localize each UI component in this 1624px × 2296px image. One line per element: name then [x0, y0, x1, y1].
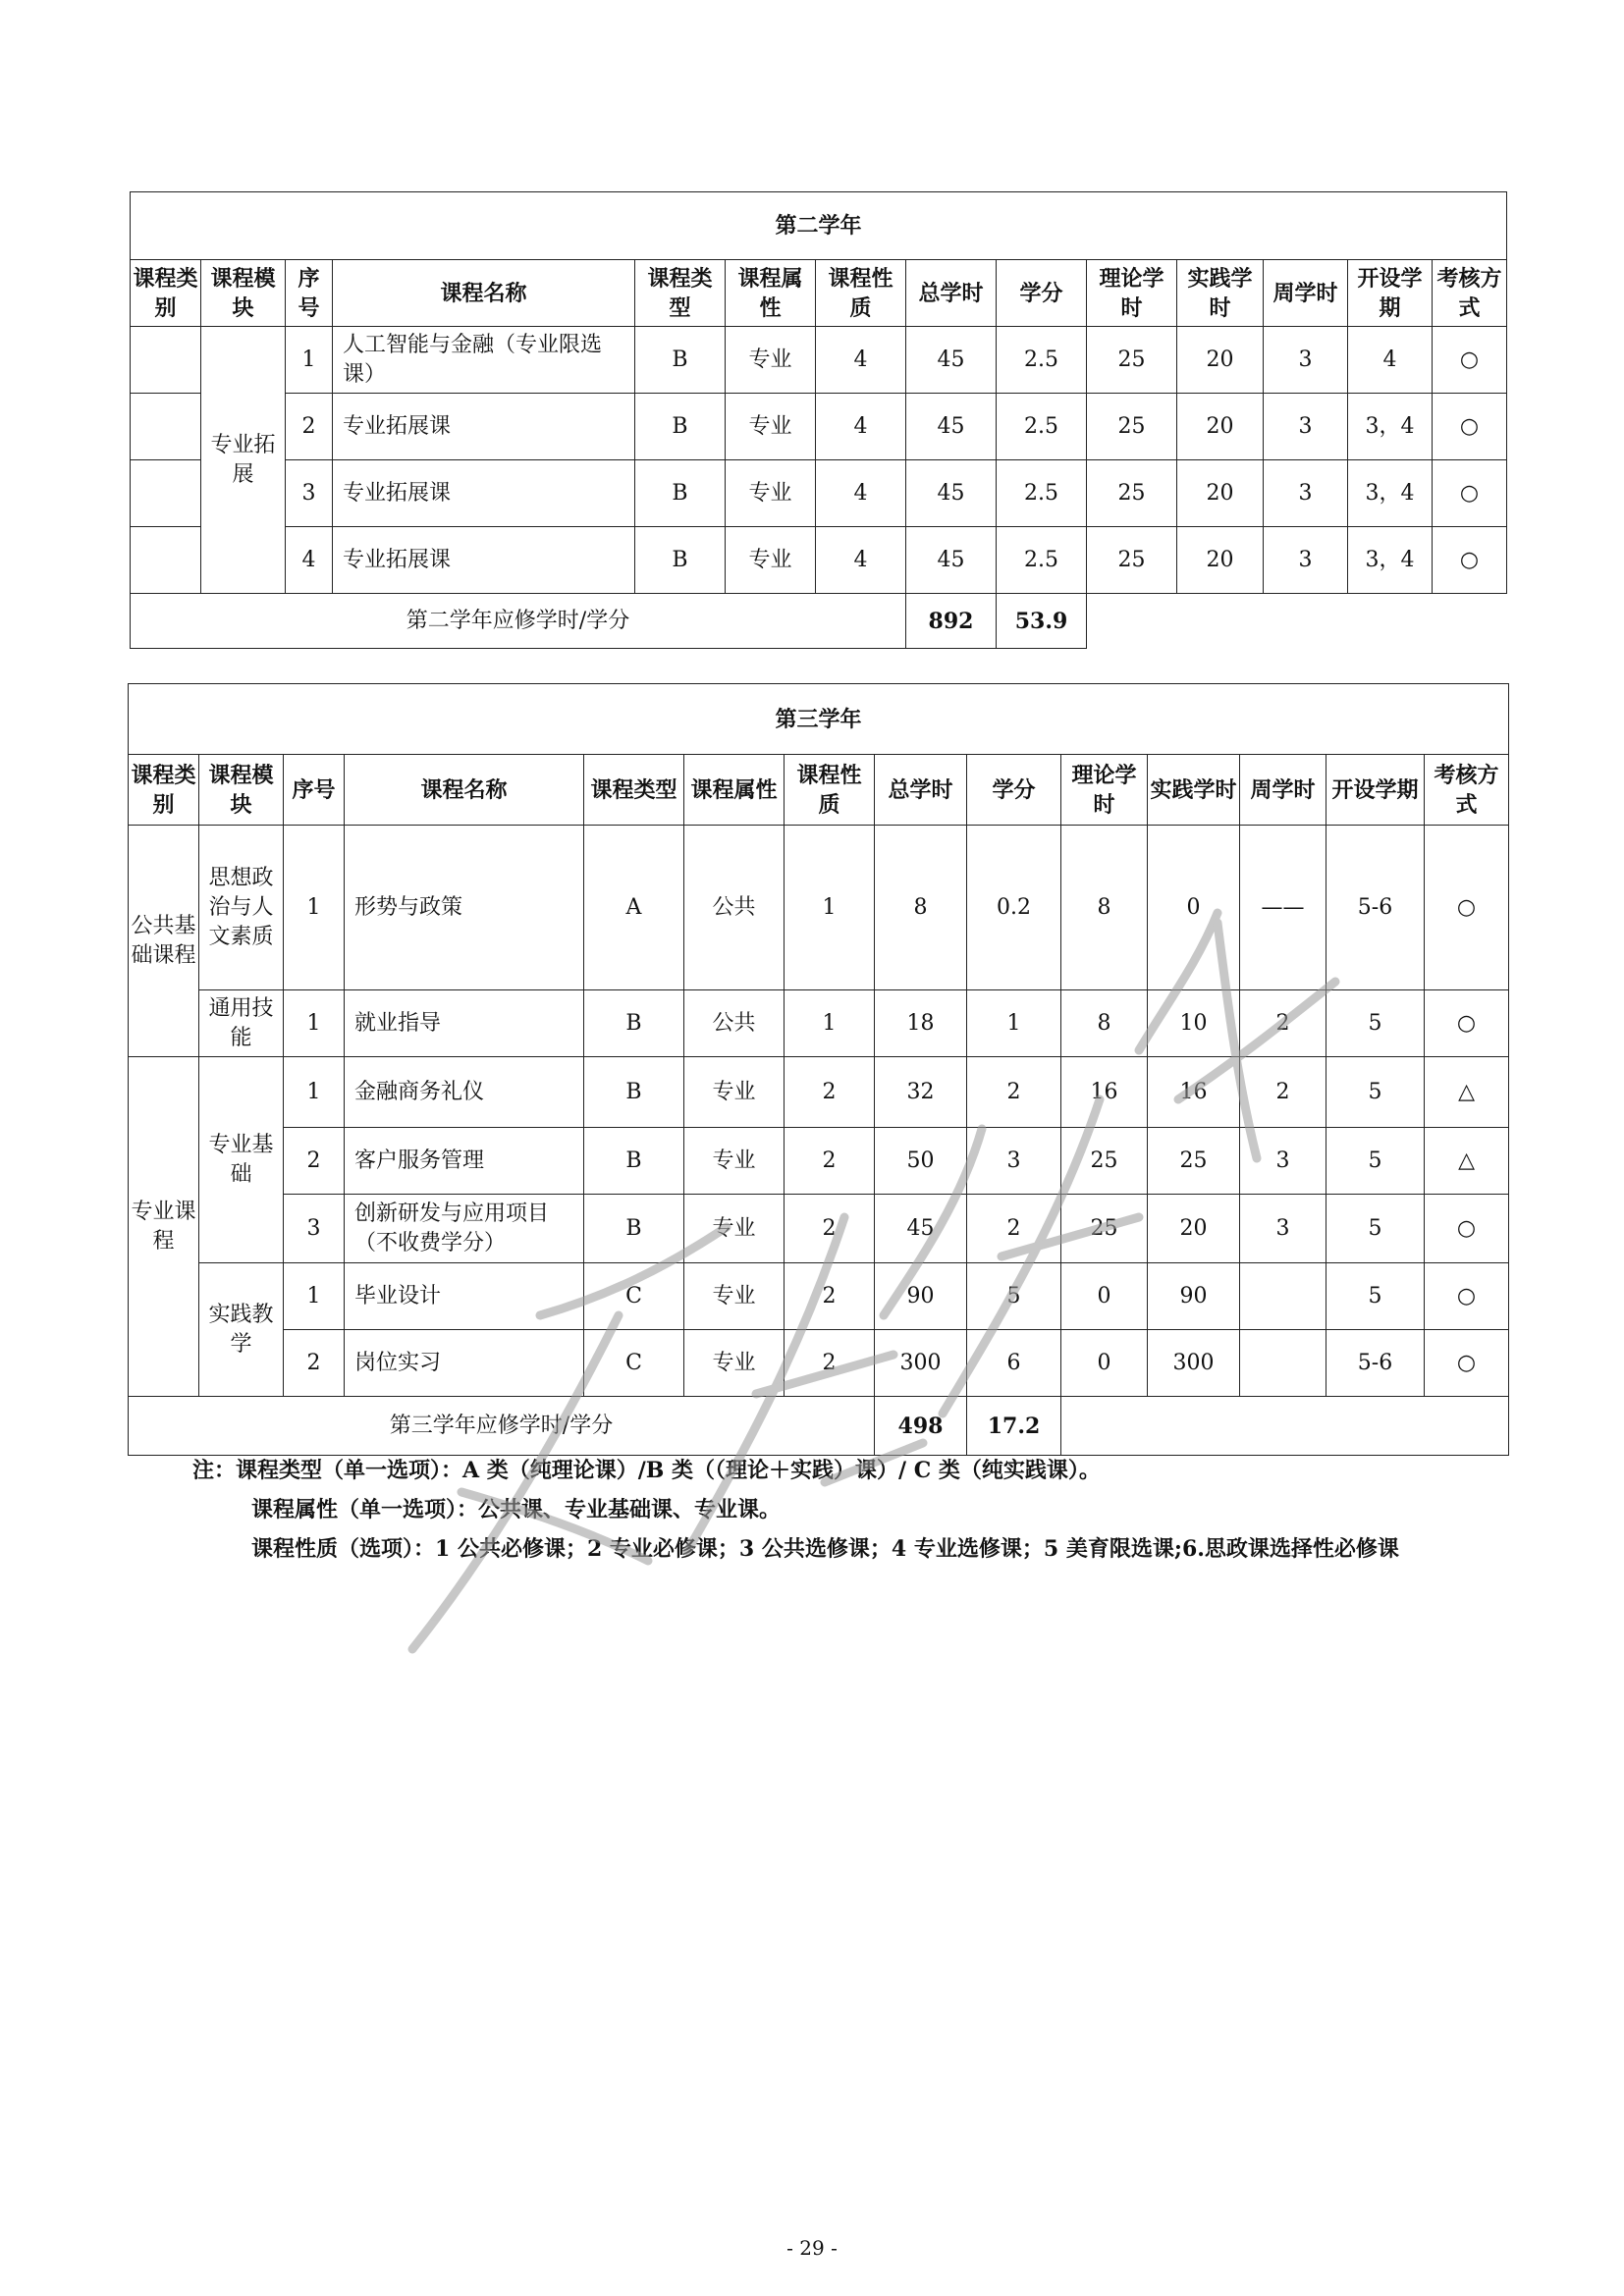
theory-cell: 0	[1061, 1263, 1148, 1330]
year3-title: 第三学年	[129, 684, 1509, 755]
practice-cell: 20	[1177, 394, 1264, 460]
attr-cell: 专业	[726, 460, 816, 527]
exam-symbol: ○	[1425, 1263, 1509, 1330]
type-cell: C	[584, 1263, 684, 1330]
header-cell: 课程性质	[816, 260, 906, 327]
weekly-cell: 2	[1240, 1057, 1326, 1128]
term-cell: 4	[1348, 327, 1433, 394]
header-cell: 序号	[286, 260, 333, 327]
term-cell: 3，4	[1348, 527, 1433, 594]
theory-cell: 25	[1061, 1195, 1148, 1263]
year3-course-table	[128, 683, 1509, 1456]
course-name-cell: 专业拓展课	[333, 394, 635, 460]
nature-cell: 2	[785, 1263, 875, 1330]
credit-cell: 2.5	[997, 327, 1087, 394]
year3-total-row	[129, 1397, 1509, 1456]
table-row	[129, 1330, 1509, 1397]
weekly-cell	[1240, 1330, 1326, 1397]
term-cell: 3，4	[1348, 394, 1433, 460]
term-cell: 5-6	[1326, 826, 1425, 990]
credit-cell: 2.5	[997, 527, 1087, 594]
weekly-cell: 3	[1240, 1128, 1326, 1195]
exam-symbol: ○	[1425, 1195, 1509, 1263]
credit-cell: 1	[967, 990, 1061, 1057]
seq-cell: 1	[284, 1057, 345, 1128]
table-row	[129, 826, 1509, 990]
table-row	[129, 1128, 1509, 1195]
theory-cell: 16	[1061, 1057, 1148, 1128]
year2-header-row	[131, 260, 1507, 327]
weekly-cell: 3	[1264, 327, 1348, 394]
course-name-cell: 专业拓展课	[333, 527, 635, 594]
theory-cell: 25	[1061, 1128, 1148, 1195]
exam-symbol: ○	[1425, 826, 1509, 990]
practice-cell: 10	[1148, 990, 1240, 1057]
type-cell: B	[584, 1195, 684, 1263]
hours-cell: 45	[906, 460, 997, 527]
theory-cell: 25	[1087, 394, 1177, 460]
header-cell: 课程类型	[584, 755, 684, 826]
year2-total-row	[131, 594, 1507, 649]
attr-cell: 专业	[684, 1263, 785, 1330]
table-notes	[192, 1451, 1489, 1569]
attr-cell: 专业	[684, 1195, 785, 1263]
type-cell: B	[584, 1057, 684, 1128]
header-cell: 总学时	[875, 755, 967, 826]
seq-cell: 2	[284, 1128, 345, 1195]
practice-cell: 25	[1148, 1128, 1240, 1195]
table-row	[131, 394, 1507, 460]
total-label: 第三学年应修学时/学分	[129, 1397, 875, 1456]
nature-cell: 1	[785, 826, 875, 990]
header-cell: 课程类别	[129, 755, 199, 826]
header-cell: 周学时	[1264, 260, 1348, 327]
term-cell: 5-6	[1326, 1330, 1425, 1397]
exam-symbol: ○	[1433, 527, 1507, 594]
credit-cell: 2	[967, 1195, 1061, 1263]
practice-cell: 20	[1177, 460, 1264, 527]
attr-cell: 专业	[684, 1128, 785, 1195]
table-row	[129, 990, 1509, 1057]
practice-cell: 0	[1148, 826, 1240, 990]
course-name-cell: 人工智能与金融（专业限选课）	[333, 327, 635, 394]
year2-course-table	[130, 191, 1507, 649]
attr-cell: 专业	[726, 327, 816, 394]
nature-cell: 4	[816, 527, 906, 594]
header-cell: 课程属性	[684, 755, 785, 826]
empty-cell	[1087, 594, 1507, 649]
type-cell: B	[635, 394, 726, 460]
attr-cell: 公共	[684, 990, 785, 1057]
theory-cell: 0	[1061, 1330, 1148, 1397]
theory-cell: 25	[1087, 460, 1177, 527]
hours-cell: 45	[906, 327, 997, 394]
hours-cell: 18	[875, 990, 967, 1057]
header-cell: 总学时	[906, 260, 997, 327]
category-cell	[131, 394, 201, 460]
hours-cell: 300	[875, 1330, 967, 1397]
nature-cell: 2	[785, 1128, 875, 1195]
exam-symbol: ○	[1425, 1330, 1509, 1397]
category-cell	[131, 327, 201, 394]
term-cell: 5	[1326, 1128, 1425, 1195]
total-hours: 892	[906, 594, 997, 649]
course-name-cell: 就业指导	[345, 990, 584, 1057]
header-cell: 学分	[967, 755, 1061, 826]
note-course-attribute: 课程属性（单一选项）：公共课、专业基础课、专业课。	[251, 1497, 782, 1522]
total-label: 第二学年应修学时/学分	[131, 594, 906, 649]
header-cell: 考核方式	[1433, 260, 1507, 327]
attr-cell: 专业	[684, 1057, 785, 1128]
hours-cell: 45	[906, 527, 997, 594]
module-cell: 专业基础	[199, 1057, 284, 1263]
attr-cell: 专业	[726, 527, 816, 594]
course-name-cell: 创新研发与应用项目（不收费学分）	[345, 1195, 584, 1263]
attr-cell: 公共	[684, 826, 785, 990]
exam-symbol: ○	[1433, 327, 1507, 394]
weekly-cell	[1240, 1263, 1326, 1330]
category-cell	[131, 527, 201, 594]
credit-cell: 3	[967, 1128, 1061, 1195]
practice-cell: 20	[1177, 527, 1264, 594]
module-cell: 思想政治与人文素质	[199, 826, 284, 990]
exam-symbol: △	[1425, 1128, 1509, 1195]
seq-cell: 2	[284, 1330, 345, 1397]
hours-cell: 45	[906, 394, 997, 460]
table-row	[129, 1195, 1509, 1263]
nature-cell: 2	[785, 1330, 875, 1397]
credit-cell: 6	[967, 1330, 1061, 1397]
theory-cell: 25	[1087, 527, 1177, 594]
type-cell: B	[635, 327, 726, 394]
nature-cell: 4	[816, 327, 906, 394]
practice-cell: 90	[1148, 1263, 1240, 1330]
page-number: - 29 -	[786, 2236, 838, 2260]
credit-cell: 2	[967, 1057, 1061, 1128]
nature-cell: 4	[816, 394, 906, 460]
type-cell: C	[584, 1330, 684, 1397]
total-hours: 498	[875, 1397, 967, 1456]
table-row	[131, 327, 1507, 394]
term-cell: 5	[1326, 1263, 1425, 1330]
category-cell: 公共基础课程	[129, 826, 199, 1057]
course-name-cell: 毕业设计	[345, 1263, 584, 1330]
practice-cell: 16	[1148, 1057, 1240, 1128]
seq-cell: 1	[284, 826, 345, 990]
weekly-cell: 2	[1240, 990, 1326, 1057]
practice-cell: 20	[1177, 327, 1264, 394]
table-row	[129, 1057, 1509, 1128]
exam-symbol: ○	[1425, 990, 1509, 1057]
category-cell	[131, 460, 201, 527]
attr-cell: 专业	[684, 1330, 785, 1397]
seq-cell: 1	[286, 327, 333, 394]
practice-cell: 20	[1148, 1195, 1240, 1263]
seq-cell: 1	[284, 990, 345, 1057]
theory-cell: 8	[1061, 990, 1148, 1057]
seq-cell: 4	[286, 527, 333, 594]
type-cell: B	[584, 990, 684, 1057]
hours-cell: 45	[875, 1195, 967, 1263]
type-cell: B	[584, 1128, 684, 1195]
header-cell: 开设学期	[1348, 260, 1433, 327]
weekly-cell: ——	[1240, 826, 1326, 990]
header-cell: 课程类型	[635, 260, 726, 327]
note-course-type: 注：课程类型（单一选项）：A 类（纯理论课）/B 类（（理论＋实践）课）/ C 类（纯实践课）。	[192, 1458, 1101, 1483]
theory-cell: 25	[1087, 327, 1177, 394]
seq-cell: 1	[284, 1263, 345, 1330]
term-cell: 5	[1326, 1057, 1425, 1128]
table-row	[131, 460, 1507, 527]
total-credit: 53.9	[997, 594, 1087, 649]
nature-cell: 1	[785, 990, 875, 1057]
header-cell: 开设学期	[1326, 755, 1425, 826]
nature-cell: 2	[785, 1057, 875, 1128]
module-cell: 通用技能	[199, 990, 284, 1057]
empty-cell	[1061, 1397, 1509, 1456]
term-cell: 3，4	[1348, 460, 1433, 527]
exam-symbol: ○	[1433, 394, 1507, 460]
header-cell: 理论学时	[1061, 755, 1148, 826]
seq-cell: 2	[286, 394, 333, 460]
hours-cell: 50	[875, 1128, 967, 1195]
nature-cell: 4	[816, 460, 906, 527]
header-cell: 课程类别	[131, 260, 201, 327]
seq-cell: 3	[284, 1195, 345, 1263]
type-cell: B	[635, 460, 726, 527]
course-name-cell: 金融商务礼仪	[345, 1057, 584, 1128]
exam-symbol: ○	[1433, 460, 1507, 527]
module-cell: 专业拓展	[201, 327, 286, 594]
credit-cell: 2.5	[997, 394, 1087, 460]
theory-cell: 8	[1061, 826, 1148, 990]
weekly-cell: 3	[1240, 1195, 1326, 1263]
type-cell: A	[584, 826, 684, 990]
weekly-cell: 3	[1264, 527, 1348, 594]
practice-cell: 300	[1148, 1330, 1240, 1397]
header-cell: 实践学时	[1177, 260, 1264, 327]
weekly-cell: 3	[1264, 460, 1348, 527]
credit-cell: 0.2	[967, 826, 1061, 990]
header-cell: 课程属性	[726, 260, 816, 327]
year2-title: 第二学年	[131, 192, 1507, 260]
header-cell: 考核方式	[1425, 755, 1509, 826]
term-cell: 5	[1326, 1195, 1425, 1263]
hours-cell: 90	[875, 1263, 967, 1330]
attr-cell: 专业	[726, 394, 816, 460]
table-row	[129, 1263, 1509, 1330]
exam-symbol: △	[1425, 1057, 1509, 1128]
table-row	[131, 527, 1507, 594]
hours-cell: 32	[875, 1057, 967, 1128]
header-cell: 序号	[284, 755, 345, 826]
course-name-cell: 专业拓展课	[333, 460, 635, 527]
total-credit: 17.2	[967, 1397, 1061, 1456]
module-cell: 实践教学	[199, 1263, 284, 1397]
category-cell: 专业课程	[129, 1057, 199, 1397]
seq-cell: 3	[286, 460, 333, 527]
header-cell: 课程模块	[199, 755, 284, 826]
header-cell: 课程性质	[785, 755, 875, 826]
header-cell: 实践学时	[1148, 755, 1240, 826]
header-cell: 周学时	[1240, 755, 1326, 826]
note-course-nature: 课程性质（选项）：1 公共必修课；2 专业必修课；3 公共选修课；4 专业选修课；5 美育限选课;6.思政课选择性必修课	[251, 1536, 1399, 1562]
hours-cell: 8	[875, 826, 967, 990]
course-name-cell: 客户服务管理	[345, 1128, 584, 1195]
header-cell: 课程模块	[201, 260, 286, 327]
header-cell: 学分	[997, 260, 1087, 327]
year3-header-row	[129, 755, 1509, 826]
weekly-cell: 3	[1264, 394, 1348, 460]
nature-cell: 2	[785, 1195, 875, 1263]
credit-cell: 5	[967, 1263, 1061, 1330]
credit-cell: 2.5	[997, 460, 1087, 527]
header-cell: 课程名称	[345, 755, 584, 826]
type-cell: B	[635, 527, 726, 594]
term-cell: 5	[1326, 990, 1425, 1057]
course-name-cell: 形势与政策	[345, 826, 584, 990]
header-cell: 课程名称	[333, 260, 635, 327]
header-cell: 理论学时	[1087, 260, 1177, 327]
course-name-cell: 岗位实习	[345, 1330, 584, 1397]
